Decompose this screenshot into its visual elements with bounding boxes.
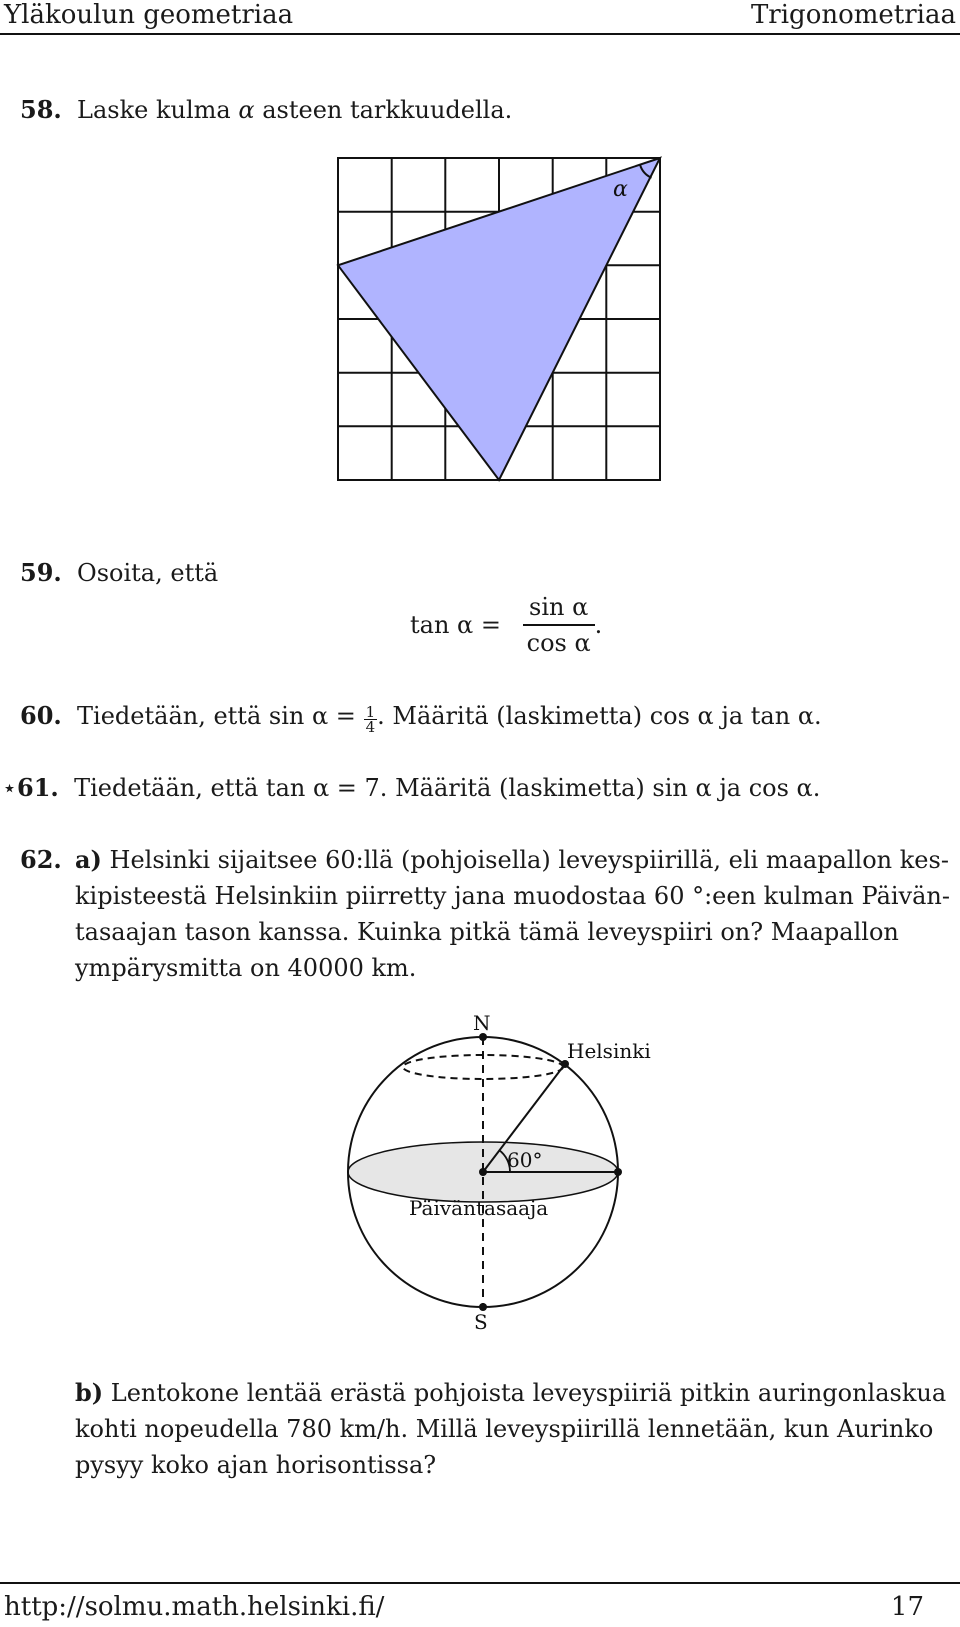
globe-figure [330,1005,670,1345]
fraction [523,590,595,660]
problem-text-tail: asteen tarkkuudella. [262,96,513,124]
equation-dot: . [594,611,603,639]
star-icon: ⋆ [2,774,18,802]
south-label: S [474,1310,488,1334]
line-3: pysyy koko ajan horisontissa? [75,1451,437,1479]
header-right: Trigonometriaa [750,0,956,30]
equator-label: Päiväntasaaja [409,1196,549,1220]
header-rule [0,33,960,35]
grid-triangle-figure [330,150,670,490]
problem-number: 59. [20,558,62,587]
fraction-numerator: 1 [365,702,376,721]
problem-text: Tiedetään, että sin α = [77,702,356,730]
line-4: ympärysmitta on 40000 km. [75,954,417,982]
equation-lhs: tan α = [410,611,501,639]
part-b-label: b) [75,1378,104,1407]
helsinki-label: Helsinki [567,1039,651,1063]
problem-number-62: 62. [20,845,62,874]
problem-58 [20,92,512,128]
problem-text: Tiedetään, että tan α = 7. Määritä (laskimetta) sin α ja cos α. [74,774,821,802]
footer-rule [0,1582,960,1584]
fraction-denominator: 4 [365,717,376,736]
header-left: Yläkoulun geometriaa [4,0,294,30]
angle-label: 60° [507,1148,543,1172]
problem-text-tail: . Määritä (laskimetta) cos α ja tan α. [377,702,822,730]
page-number: 17 [890,1592,924,1622]
north-label: N [473,1011,491,1035]
equator-point [614,1168,622,1176]
line-1: Helsinki sijaitsee 60:llä (pohjoisella) leveyspiirillä, eli maapallon kes- [109,846,949,874]
problem-number: 60. [20,701,62,730]
text-line [75,842,960,878]
fraction-numerator: sin α [523,590,595,626]
problem-60 [20,698,822,734]
footer-url: http://solmu.math.helsinki.fi/ [4,1592,385,1622]
center-point [479,1168,487,1176]
problem-62a [75,842,960,986]
alpha-symbol: α [238,96,255,124]
line-2: kipisteestä Helsinkiin piirretty jana muodostaa 60 °:een kulman Päivän- [75,882,950,910]
line-1: Lentokone lentää erästä pohjoista leveyspiiriä pitkin auringonlaskua [110,1379,947,1407]
problem-61 [2,770,820,806]
line-3: tasaajan tason kanssa. Kuinka pitkä tämä leveyspiiri on? Maapallon [75,918,899,946]
equation-59 [410,590,602,660]
small-fraction [364,702,378,736]
problem-text: Osoita, että [77,559,219,587]
angle-label: α [613,177,628,202]
problem-number: 58. [20,95,62,124]
problem-59 [20,555,218,591]
line-2: kohti nopeudella 780 km/h. Millä leveyspiirillä lennetään, kun Aurinko [75,1415,934,1443]
part-a-label: a) [75,845,102,874]
problem-62b [75,1375,960,1483]
text-line [75,1375,960,1411]
problem-text: Laske kulma [77,96,231,124]
problem-number: 61. [17,773,59,802]
fraction-denominator: cos α [526,629,591,657]
